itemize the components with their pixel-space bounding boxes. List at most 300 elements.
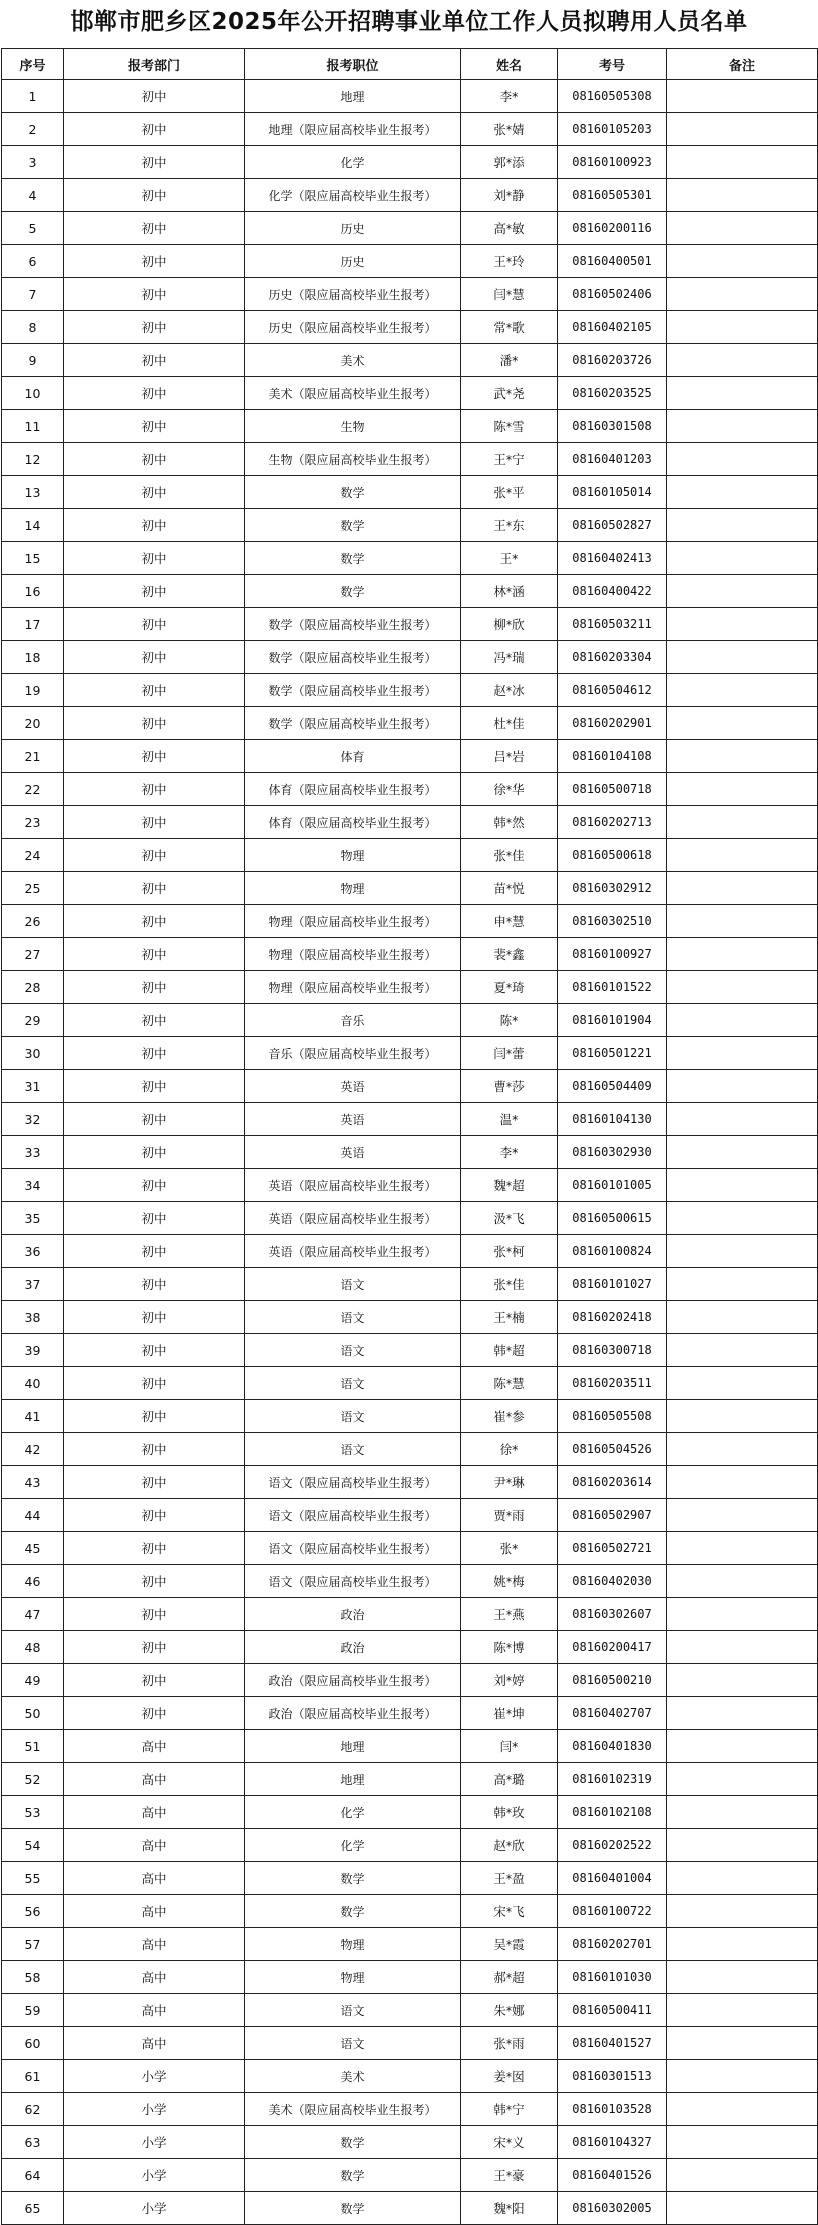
- table-row: [2, 971, 818, 1004]
- cell-position: 数学: [245, 509, 461, 542]
- table-row: [2, 1895, 818, 1928]
- cell-remarks: [667, 1895, 818, 1928]
- cell-exam-number: 08160101030: [558, 1961, 667, 1994]
- header-department: 报考部门: [64, 49, 245, 80]
- cell-position: 数学: [245, 2192, 461, 2225]
- cell-remarks: [667, 1466, 818, 1499]
- cell-department: 高中: [64, 1928, 245, 1961]
- cell-department: 高中: [64, 1763, 245, 1796]
- cell-remarks: [667, 1994, 818, 2027]
- cell-department: 初中: [64, 1598, 245, 1631]
- cell-exam-number: 08160401203: [558, 443, 667, 476]
- table-row: [2, 1697, 818, 1730]
- cell-name: 郝*超: [461, 1961, 558, 1994]
- cell-exam-number: 08160502827: [558, 509, 667, 542]
- cell-name: 张*佳: [461, 1268, 558, 1301]
- cell-department: 初中: [64, 1433, 245, 1466]
- cell-position: 音乐: [245, 1004, 461, 1037]
- table-row: [2, 443, 818, 476]
- cell-exam-number: 08160100722: [558, 1895, 667, 1928]
- cell-index: 62: [2, 2093, 64, 2126]
- cell-department: 初中: [64, 1334, 245, 1367]
- cell-name: 王*东: [461, 509, 558, 542]
- cell-department: 初中: [64, 1301, 245, 1334]
- cell-index: 26: [2, 905, 64, 938]
- cell-position: 政治（限应届高校毕业生报考）: [245, 1664, 461, 1697]
- cell-name: 高*敏: [461, 212, 558, 245]
- cell-department: 高中: [64, 2027, 245, 2060]
- cell-remarks: [667, 872, 818, 905]
- cell-department: 初中: [64, 740, 245, 773]
- cell-position: 生物（限应届高校毕业生报考）: [245, 443, 461, 476]
- cell-department: 初中: [64, 1499, 245, 1532]
- table-row: [2, 938, 818, 971]
- cell-name: 闫*慧: [461, 278, 558, 311]
- cell-index: 32: [2, 1103, 64, 1136]
- cell-name: 刘*静: [461, 179, 558, 212]
- cell-department: 初中: [64, 245, 245, 278]
- table-row: [2, 113, 818, 146]
- cell-department: 初中: [64, 608, 245, 641]
- cell-position: 地理: [245, 1730, 461, 1763]
- cell-name: 王*宁: [461, 443, 558, 476]
- cell-remarks: [667, 1565, 818, 1598]
- cell-index: 55: [2, 1862, 64, 1895]
- table-row: [2, 245, 818, 278]
- cell-position: 数学（限应届高校毕业生报考）: [245, 641, 461, 674]
- cell-index: 63: [2, 2126, 64, 2159]
- cell-position: 英语（限应届高校毕业生报考）: [245, 1235, 461, 1268]
- cell-index: 11: [2, 410, 64, 443]
- cell-remarks: [667, 311, 818, 344]
- cell-remarks: [667, 377, 818, 410]
- cell-remarks: [667, 1928, 818, 1961]
- cell-exam-number: 08160505308: [558, 80, 667, 113]
- cell-remarks: [667, 1829, 818, 1862]
- cell-index: 40: [2, 1367, 64, 1400]
- cell-remarks: [667, 1070, 818, 1103]
- cell-exam-number: 08160202901: [558, 707, 667, 740]
- cell-department: 小学: [64, 2159, 245, 2192]
- cell-index: 58: [2, 1961, 64, 1994]
- cell-name: 曹*莎: [461, 1070, 558, 1103]
- cell-remarks: [667, 2027, 818, 2060]
- cell-name: 武*尧: [461, 377, 558, 410]
- cell-position: 物理（限应届高校毕业生报考）: [245, 905, 461, 938]
- cell-position: 地理: [245, 80, 461, 113]
- cell-index: 44: [2, 1499, 64, 1532]
- cell-index: 13: [2, 476, 64, 509]
- table-row: [2, 212, 818, 245]
- cell-name: 陈*雪: [461, 410, 558, 443]
- cell-index: 18: [2, 641, 64, 674]
- cell-position: 数学（限应届高校毕业生报考）: [245, 674, 461, 707]
- cell-department: 初中: [64, 806, 245, 839]
- table-header-row: [2, 49, 818, 80]
- cell-department: 初中: [64, 773, 245, 806]
- cell-index: 61: [2, 2060, 64, 2093]
- cell-index: 34: [2, 1169, 64, 1202]
- cell-name: 赵*冰: [461, 674, 558, 707]
- cell-index: 33: [2, 1136, 64, 1169]
- cell-name: 宋*飞: [461, 1895, 558, 1928]
- cell-name: 朱*娜: [461, 1994, 558, 2027]
- table-row: [2, 1961, 818, 1994]
- table-row: [2, 608, 818, 641]
- table-row: [2, 344, 818, 377]
- cell-department: 初中: [64, 872, 245, 905]
- cell-name: 王*燕: [461, 1598, 558, 1631]
- cell-remarks: [667, 113, 818, 146]
- cell-remarks: [667, 608, 818, 641]
- table-row: [2, 2093, 818, 2126]
- cell-remarks: [667, 674, 818, 707]
- cell-exam-number: 08160502907: [558, 1499, 667, 1532]
- cell-name: 韩*超: [461, 1334, 558, 1367]
- cell-name: 李*: [461, 1136, 558, 1169]
- cell-index: 45: [2, 1532, 64, 1565]
- cell-exam-number: 08160301513: [558, 2060, 667, 2093]
- cell-department: 初中: [64, 1235, 245, 1268]
- cell-index: 24: [2, 839, 64, 872]
- cell-index: 54: [2, 1829, 64, 1862]
- cell-department: 初中: [64, 344, 245, 377]
- table-row: [2, 1400, 818, 1433]
- table-row: [2, 1631, 818, 1664]
- table-row: [2, 1598, 818, 1631]
- cell-position: 语文（限应届高校毕业生报考）: [245, 1466, 461, 1499]
- cell-remarks: [667, 179, 818, 212]
- table-row: [2, 2060, 818, 2093]
- cell-exam-number: 08160401526: [558, 2159, 667, 2192]
- table-row: [2, 1103, 818, 1136]
- table-row: [2, 1367, 818, 1400]
- cell-name: 张*雨: [461, 2027, 558, 2060]
- cell-position: 政治: [245, 1598, 461, 1631]
- cell-remarks: [667, 278, 818, 311]
- cell-remarks: [667, 641, 818, 674]
- cell-index: 57: [2, 1928, 64, 1961]
- cell-name: 柳*欣: [461, 608, 558, 641]
- cell-position: 语文: [245, 1433, 461, 1466]
- cell-position: 物理（限应届高校毕业生报考）: [245, 971, 461, 1004]
- table-row: [2, 674, 818, 707]
- header-exam-number: 考号: [558, 49, 667, 80]
- hiring-list-table: [1, 48, 818, 2225]
- cell-remarks: [667, 344, 818, 377]
- cell-department: 初中: [64, 542, 245, 575]
- cell-department: 高中: [64, 1895, 245, 1928]
- cell-exam-number: 08160502721: [558, 1532, 667, 1565]
- cell-remarks: [667, 1004, 818, 1037]
- cell-position: 数学: [245, 476, 461, 509]
- cell-exam-number: 08160504409: [558, 1070, 667, 1103]
- cell-exam-number: 08160105203: [558, 113, 667, 146]
- cell-exam-number: 08160102108: [558, 1796, 667, 1829]
- table-row: [2, 542, 818, 575]
- cell-remarks: [667, 575, 818, 608]
- cell-name: 张*婧: [461, 113, 558, 146]
- cell-remarks: [667, 2093, 818, 2126]
- cell-remarks: [667, 1961, 818, 1994]
- cell-name: 王*豪: [461, 2159, 558, 2192]
- cell-remarks: [667, 1202, 818, 1235]
- cell-exam-number: 08160401004: [558, 1862, 667, 1895]
- cell-index: 7: [2, 278, 64, 311]
- cell-position: 语文: [245, 1400, 461, 1433]
- cell-exam-number: 08160202701: [558, 1928, 667, 1961]
- cell-name: 魏*阳: [461, 2192, 558, 2225]
- cell-index: 22: [2, 773, 64, 806]
- cell-department: 高中: [64, 1829, 245, 1862]
- cell-position: 历史（限应届高校毕业生报考）: [245, 311, 461, 344]
- cell-name: 闫*蕾: [461, 1037, 558, 1070]
- cell-position: 体育（限应届高校毕业生报考）: [245, 773, 461, 806]
- cell-department: 初中: [64, 1631, 245, 1664]
- cell-department: 初中: [64, 1004, 245, 1037]
- cell-exam-number: 08160402707: [558, 1697, 667, 1730]
- table-row: [2, 1037, 818, 1070]
- cell-index: 48: [2, 1631, 64, 1664]
- cell-name: 赵*欣: [461, 1829, 558, 1862]
- table-row: [2, 1466, 818, 1499]
- cell-index: 50: [2, 1697, 64, 1730]
- table-row: [2, 1928, 818, 1961]
- cell-department: 初中: [64, 179, 245, 212]
- table-row: [2, 1136, 818, 1169]
- cell-name: 刘*婷: [461, 1664, 558, 1697]
- cell-index: 49: [2, 1664, 64, 1697]
- cell-remarks: [667, 905, 818, 938]
- cell-index: 17: [2, 608, 64, 641]
- cell-department: 初中: [64, 113, 245, 146]
- table-row: [2, 839, 818, 872]
- cell-department: 初中: [64, 674, 245, 707]
- cell-index: 38: [2, 1301, 64, 1334]
- cell-name: 张*柯: [461, 1235, 558, 1268]
- cell-position: 化学（限应届高校毕业生报考）: [245, 179, 461, 212]
- cell-position: 英语（限应届高校毕业生报考）: [245, 1202, 461, 1235]
- cell-position: 美术: [245, 2060, 461, 2093]
- cell-position: 体育: [245, 740, 461, 773]
- cell-position: 美术（限应届高校毕业生报考）: [245, 2093, 461, 2126]
- cell-department: 初中: [64, 1169, 245, 1202]
- cell-exam-number: 08160103528: [558, 2093, 667, 2126]
- cell-department: 小学: [64, 2126, 245, 2159]
- table-body: [2, 80, 818, 2225]
- cell-exam-number: 08160504526: [558, 1433, 667, 1466]
- cell-exam-number: 08160505301: [558, 179, 667, 212]
- cell-name: 王*: [461, 542, 558, 575]
- cell-remarks: [667, 971, 818, 1004]
- cell-name: 闫*: [461, 1730, 558, 1763]
- cell-department: 小学: [64, 2192, 245, 2225]
- table-row: [2, 1433, 818, 1466]
- cell-exam-number: 08160302930: [558, 1136, 667, 1169]
- cell-name: 苗*悦: [461, 872, 558, 905]
- cell-index: 20: [2, 707, 64, 740]
- cell-position: 语文: [245, 1268, 461, 1301]
- cell-name: 张*佳: [461, 839, 558, 872]
- cell-exam-number: 08160101904: [558, 1004, 667, 1037]
- cell-exam-number: 08160302607: [558, 1598, 667, 1631]
- cell-remarks: [667, 1235, 818, 1268]
- cell-index: 47: [2, 1598, 64, 1631]
- table-row: [2, 1268, 818, 1301]
- cell-name: 高*璐: [461, 1763, 558, 1796]
- cell-department: 初中: [64, 1037, 245, 1070]
- cell-index: 23: [2, 806, 64, 839]
- cell-name: 徐*: [461, 1433, 558, 1466]
- cell-exam-number: 08160400501: [558, 245, 667, 278]
- cell-department: 初中: [64, 1565, 245, 1598]
- table-row: [2, 1301, 818, 1334]
- cell-index: 10: [2, 377, 64, 410]
- cell-department: 初中: [64, 575, 245, 608]
- table-row: [2, 1532, 818, 1565]
- header-index: 序号: [2, 49, 64, 80]
- header-position: 报考职位: [245, 49, 461, 80]
- cell-remarks: [667, 1664, 818, 1697]
- cell-name: 贾*雨: [461, 1499, 558, 1532]
- cell-exam-number: 08160401830: [558, 1730, 667, 1763]
- cell-index: 60: [2, 2027, 64, 2060]
- cell-index: 30: [2, 1037, 64, 1070]
- cell-position: 数学: [245, 575, 461, 608]
- cell-exam-number: 08160104108: [558, 740, 667, 773]
- cell-department: 初中: [64, 971, 245, 1004]
- table-row: [2, 278, 818, 311]
- cell-position: 数学: [245, 542, 461, 575]
- cell-position: 语文: [245, 1994, 461, 2027]
- cell-department: 初中: [64, 641, 245, 674]
- cell-exam-number: 08160500210: [558, 1664, 667, 1697]
- cell-department: 初中: [64, 1202, 245, 1235]
- cell-remarks: [667, 1334, 818, 1367]
- cell-index: 56: [2, 1895, 64, 1928]
- cell-index: 14: [2, 509, 64, 542]
- cell-index: 15: [2, 542, 64, 575]
- table-row: [2, 1730, 818, 1763]
- cell-department: 高中: [64, 1961, 245, 1994]
- table-row: [2, 509, 818, 542]
- table-row: [2, 641, 818, 674]
- cell-remarks: [667, 1631, 818, 1664]
- cell-position: 数学（限应届高校毕业生报考）: [245, 608, 461, 641]
- cell-index: 19: [2, 674, 64, 707]
- cell-position: 历史: [245, 212, 461, 245]
- cell-exam-number: 08160301508: [558, 410, 667, 443]
- cell-index: 37: [2, 1268, 64, 1301]
- cell-index: 41: [2, 1400, 64, 1433]
- cell-department: 高中: [64, 1796, 245, 1829]
- cell-department: 初中: [64, 1466, 245, 1499]
- table-row: [2, 1004, 818, 1037]
- cell-department: 初中: [64, 1367, 245, 1400]
- cell-name: 尹*琳: [461, 1466, 558, 1499]
- cell-name: 魏*超: [461, 1169, 558, 1202]
- cell-remarks: [667, 1433, 818, 1466]
- cell-department: 初中: [64, 311, 245, 344]
- table-row: [2, 179, 818, 212]
- table-row: [2, 806, 818, 839]
- cell-remarks: [667, 212, 818, 245]
- page-title: 邯郸市肥乡区2025年公开招聘事业单位工作人员拟聘用人员名单: [70, 9, 748, 35]
- cell-index: 28: [2, 971, 64, 1004]
- cell-position: 数学: [245, 1862, 461, 1895]
- cell-position: 数学（限应届高校毕业生报考）: [245, 707, 461, 740]
- cell-index: 36: [2, 1235, 64, 1268]
- cell-remarks: [667, 1532, 818, 1565]
- cell-index: 27: [2, 938, 64, 971]
- cell-remarks: [667, 2192, 818, 2225]
- cell-exam-number: 08160503211: [558, 608, 667, 641]
- cell-name: 吕*岩: [461, 740, 558, 773]
- cell-exam-number: 08160505508: [558, 1400, 667, 1433]
- cell-department: 初中: [64, 839, 245, 872]
- table-row: [2, 575, 818, 608]
- cell-index: 51: [2, 1730, 64, 1763]
- cell-exam-number: 08160500618: [558, 839, 667, 872]
- cell-exam-number: 08160104327: [558, 2126, 667, 2159]
- cell-name: 申*慧: [461, 905, 558, 938]
- cell-department: 初中: [64, 212, 245, 245]
- cell-index: 5: [2, 212, 64, 245]
- cell-index: 59: [2, 1994, 64, 2027]
- cell-exam-number: 08160500615: [558, 1202, 667, 1235]
- table-row: [2, 1499, 818, 1532]
- table-row: [2, 2159, 818, 2192]
- cell-exam-number: 08160401527: [558, 2027, 667, 2060]
- cell-position: 美术（限应届高校毕业生报考）: [245, 377, 461, 410]
- cell-position: 语文: [245, 1367, 461, 1400]
- cell-position: 地理（限应届高校毕业生报考）: [245, 113, 461, 146]
- cell-remarks: [667, 1796, 818, 1829]
- cell-department: 初中: [64, 707, 245, 740]
- cell-name: 陈*博: [461, 1631, 558, 1664]
- cell-position: 政治（限应届高校毕业生报考）: [245, 1697, 461, 1730]
- cell-index: 42: [2, 1433, 64, 1466]
- cell-department: 初中: [64, 476, 245, 509]
- cell-remarks: [667, 1037, 818, 1070]
- header-remarks: 备注: [667, 49, 818, 80]
- table-row: [2, 1565, 818, 1598]
- cell-position: 地理: [245, 1763, 461, 1796]
- cell-department: 初中: [64, 1103, 245, 1136]
- cell-position: 美术: [245, 344, 461, 377]
- table-row: [2, 311, 818, 344]
- cell-index: 1: [2, 80, 64, 113]
- cell-exam-number: 08160104130: [558, 1103, 667, 1136]
- table-row: [2, 80, 818, 113]
- table-row: [2, 1202, 818, 1235]
- cell-department: 初中: [64, 1136, 245, 1169]
- cell-index: 46: [2, 1565, 64, 1598]
- cell-index: 3: [2, 146, 64, 179]
- table-row: [2, 2027, 818, 2060]
- cell-exam-number: 08160202418: [558, 1301, 667, 1334]
- cell-index: 53: [2, 1796, 64, 1829]
- cell-department: 初中: [64, 278, 245, 311]
- cell-position: 政治: [245, 1631, 461, 1664]
- cell-index: 31: [2, 1070, 64, 1103]
- cell-name: 吴*霞: [461, 1928, 558, 1961]
- cell-position: 数学: [245, 1895, 461, 1928]
- cell-remarks: [667, 707, 818, 740]
- cell-exam-number: 08160302510: [558, 905, 667, 938]
- table-row: [2, 872, 818, 905]
- cell-exam-number: 08160200417: [558, 1631, 667, 1664]
